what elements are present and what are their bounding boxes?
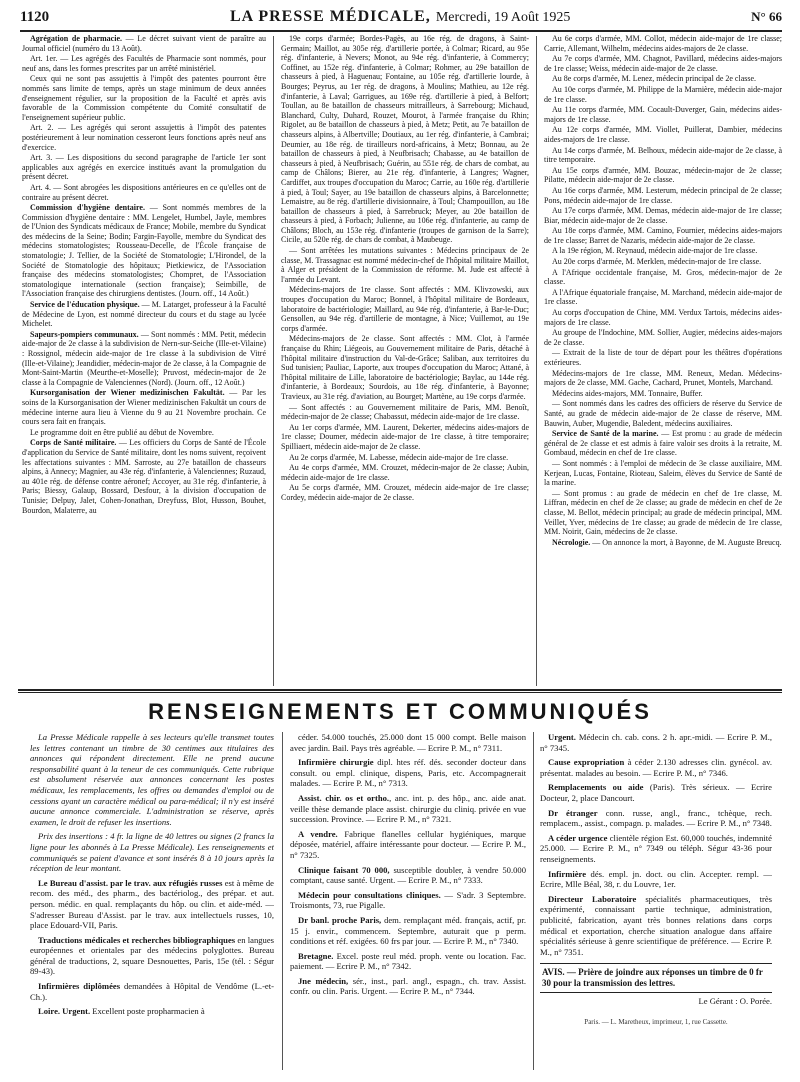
ad-text: dés. empl. jn. doct. ou clin. Accepter. rempl. — Ecrire, Mlle Béal, 38, r. du Louvre, 1er.	[540, 868, 772, 890]
ad-text: est à même de recom. des méd., des pharm., des bactériolog., des prépar. et aut. person. médic. en qual. remplaçants du hôp. ou clin. et aide-méd. — S'adresser Bureau d'Assist. par le trav. aux intellectuels russes, 10, place Edouard-VII, Paris.	[30, 877, 274, 931]
ad-text: Fabrique flanelles cellular hygiéniques, marque déposée, matériel, affaire intéressante pour docteur. — Ecrire P. M., n° 7325.	[290, 828, 526, 860]
classified-ad	[540, 732, 772, 753]
ad-lead: Traductions médicales et recherches bibliographiques	[38, 934, 236, 945]
column-3	[544, 34, 782, 689]
article-paragraph: Au corps d'occupation de Chine, MM. Verdux Tartois, médecins aides-majors de 1re classe.	[544, 308, 782, 327]
classified-ad	[540, 808, 772, 829]
classified-ad	[540, 833, 772, 865]
article-heading: Agrégation de pharmacie.	[30, 34, 122, 43]
article-paragraph: Au 10e corps d'armée, M. Philippe de la Marnière, médecin aide-major de 1re classe.	[544, 84, 782, 104]
article-paragraph: Art. 3. — Les dispositions du second paragraphe de l'article 1er sont applicables aux agrégés en exercice institués avant la promulgation du présent décret.	[22, 153, 266, 182]
article-paragraph: Au 12e corps d'armée, MM. Viollet, Puillerat, Dambier, médecins aides-majors de 1re classe.	[544, 125, 782, 144]
ad-lead: Clinique faisant 70 000,	[298, 864, 390, 875]
article-paragraph: Au 16e corps d'armée, MM. Lesterum, médecin principal de 2e classe; Pons, médecin aide-major de 1re classe.	[544, 185, 782, 205]
classified-ad: céder. 54.000 touchés, 25.000 dont 15 000 compt. Belle maison avec jardin. Bail. Pays très agréable. — Ecrire P. M., n° 7311.	[290, 732, 526, 753]
ad-text: à céder 2.130 adresses clin. gynécol. av. présentat. malades au besoin. — Ecrire P. M., n° 7346.	[540, 757, 772, 778]
article-paragraph: A l'Afrique équatoriale française, M. Marchand, médecin aide-major de 1re classe.	[544, 287, 782, 307]
ad-lead: Dr étranger	[548, 807, 598, 818]
ad-lead: Infirmière	[548, 868, 587, 879]
article-paragraph: Le programme doit en être publié au début de Novembre.	[30, 427, 214, 437]
article-paragraph: Au 17e corps d'armée, MM. Demas, médecin aide-major de 1re classe; Biar, médecin aide-major de 2e classe.	[544, 206, 782, 225]
article-paragraph: Au 18e corps d'armée, MM. Camino, Fournier, médecins aides-majors de 1re classe; Barret de Nazaris, médecin aide-major de 2e classe.	[544, 226, 782, 245]
ad-text: Médecin ch. cab. cons. 2 h. apr.-midi. — Ecrire P. M., n° 7345.	[540, 732, 772, 753]
article-paragraph: Au 15e corps d'armée, MM. Bouzac, médecin-major de 2e classe; Pilatte, médecin aide-major de 2e classe.	[544, 165, 782, 185]
article-paragraph	[544, 429, 782, 458]
article-text: — Par les soins de la Kursorganisation der Wiener medizinischen Fakultät un cours de médecine interne aura lieu à Vienne du 9 au 21 Novembre prochain. Ce cours sera fait en français.	[22, 388, 266, 427]
ad-text: susceptible doubler, à vendre 50.000 comptant, cause santé. Urgent. — Ecrire P. M., n° 7333.	[290, 864, 526, 886]
ad-lead: Infirmière chirurgie	[298, 757, 374, 768]
ad-text: dipl. htes réf. dés. seconder docteur dans consult. ou empl. clinique, dispens, Paris, etc. Accompagnerait malades. — Ecrire P. M., n° 7313.	[290, 757, 526, 789]
notice-paragraph: La Presse Médicale rappelle à ses lecteurs qu'elle transmet toutes les lettres contenant un timbre de 30 centimes aux titulaires des annonces qui répondent directement. Elle ne prend aucune responsabilité quant à la teneur de ces communiqués. Cette rubrique est absolument réservée aux annonces concernant les postes médicaux, les remplacements, les offres ou demandes d'emploi ou de cessions ayant un caractère médical ou para-médical; il n'y est inséré aucune annonce commerciale. L'administration se réserve, après examen, le droit de refuser les insertions.	[30, 732, 274, 827]
ad-lead: Cause expropriation	[548, 757, 625, 768]
article-paragraph: — Sont nommés dans les cadres des officiers de réserve du Service de Santé, au grade de médecin aide-major de 2e classe de réserve, MM. Bauwin, Auber, Mugendie, Baledent, médecins auxiliaires.	[544, 399, 782, 428]
ad-text: , anc. int. p. des hôp., anc. aide anat. veille thèse demande place assist. chirurgie du cliniq. privée en vue succession. Province. — Ecrire P. M., n° 7321.	[290, 792, 526, 825]
article-heading: Kursorganisation der Wiener medizinischen Fakultät.	[30, 388, 225, 398]
article-heading: Commission d'hygiène dentaire.	[30, 203, 145, 213]
issue-date: Mercredi, 19 Août 1925	[435, 10, 571, 25]
article-paragraph: Au 14e corps d'armée, M. Belhoux, médecin aide-major de 2e classe, à titre temporaire.	[544, 145, 782, 165]
article-text: — Les officiers du Corps de Santé de l'École d'application du Service de Santé militaire, dont les noms suivent, reçoivent les affectations suivantes : MM. Sarroste, au 27e bataillon de chasseurs alpins, à Annecy; Magnier, au 43e rég. d'infanterie, à Valenciennes; Ruzaud, au 401e rég. de défense contre aéronef; Accoyer, au 31e rég. d'infanterie, à Paris; Biessy, Galaup, Bossard, Desfour, à la division d'occupation de Tunisie; Delpuy, Jalet, Cohen-Jonathan, Dreyfuss, Blot, Husson, Bouhet, Bourdon, Malaterre, au	[22, 438, 266, 515]
classified-ad	[30, 878, 274, 931]
ad-text: Excel. poste reul méd. proph. vente ou location. Fac. paiement. — Ecrire P. M., n° 7342.	[290, 950, 526, 972]
ad-text: clientèle région Est. 60,000 touchés, indemnité 25.000. — Ecrire P. M., n° 7349 ou téléph. Ségur 43-36 pour renseignements.	[540, 832, 772, 864]
article-paragraph	[22, 34, 266, 53]
ad-text: en langues européennes et orientales par des médecins polyglottes. Bureau général de traductions, 2, square Desnouettes, Paris, 15e (tél. : Ségur 89-43).	[30, 934, 274, 977]
article-paragraph: Art. 4. — Sont abrogées les dispositions antérieures en ce qu'elles ont de contraire au présent décret.	[22, 182, 266, 202]
column-divider	[273, 36, 274, 686]
ad-lead: Bretagne.	[298, 950, 334, 961]
article-paragraph: — Sont affectés : au Gouvernement militaire de Paris, MM. Benoît, médecin-major de 2e classe; Chabassut, médecin aide-major de 1re classe.	[281, 402, 529, 422]
classified-ad	[30, 981, 274, 1002]
classified-ad	[290, 890, 526, 911]
classified-ad	[30, 1006, 274, 1017]
ad-text: sér., inst., parl. angl., espagn., ch. trav. Assist. confr. ou clin. Paris. Urgent. — Ecrire P. M., n° 7344.	[290, 975, 526, 997]
article-paragraph: Ceux qui ne sont pas assujettis à l'impôt des patentes pourront être nommés sans limite de temps, après un stage minimum de deux années d'enseignement régulier, sur la proposition de la Faculté et après avis favorable de la Commission compétente du Comité consultatif de l'enseignement supérieur public.	[22, 74, 266, 122]
ad-text: spécialités pharmaceutiques, très expérimenté, connaissant partie technique, administration, publicité, fabrication, ayant très bonnes relations dans corps médical et exportation, cherche situation analogue dans affaire spécialités sérieuse à genre scientifique de préférence. — Ecrire P. M., n° 7351.	[540, 893, 772, 957]
ad-text: demandées à Hôpital de Vendôme (L.-et-Ch.).	[30, 981, 274, 1002]
ad-lead: Infirmières diplômées	[38, 981, 121, 992]
article-paragraph: — Extrait de la liste de tour de départ pour les théâtres d'opérations extérieures.	[544, 348, 782, 367]
column-divider	[282, 732, 283, 1070]
journal-name: LA PRESSE MÉDICALE,	[229, 8, 431, 25]
article-paragraph	[22, 330, 266, 388]
article-text: — Est promu : au grade de médecin général de 2e classe et est admis à faire valoir ses droits à la retraite, M. Gombaud, médecin en chef de 1re classe.	[544, 429, 782, 458]
page-header	[20, 4, 782, 32]
ad-text: (Paris). Très sérieux. — Ecrire Docteur, 2, place Dancourt.	[540, 782, 772, 803]
classified-ad	[290, 757, 526, 789]
ads-column-3	[540, 732, 772, 1077]
page-number: 1120	[20, 8, 50, 25]
article-text: — On annonce la mort, à Bayonne, de M. Auguste Breucq.	[590, 537, 782, 547]
ad-text: — S'adr. 3 Septembre. Troismonts, 73, rue Pigalle.	[290, 889, 526, 911]
classified-ad	[540, 869, 772, 890]
ad-lead: Loire. Urgent.	[38, 1006, 91, 1017]
column-divider	[533, 732, 534, 1070]
section-rule	[18, 692, 782, 693]
article-text: — M. Latarget, professeur à la Faculté de Médecine de Lyon, est nommé directeur du cours et du stage au lycée Michelet.	[22, 300, 266, 329]
article-heading: Sapeurs-pompiers communaux.	[30, 329, 139, 339]
printer-imprint: Paris. — L. Maretheux, imprimeur, 1, rue Cassette.	[584, 1017, 728, 1026]
article-paragraph: A la 19e région, M. Reynaud, médecin aide-major de 1re classe.	[552, 246, 758, 256]
article-paragraph: Au 7e corps d'armée, MM. Chagnot, Pavillard, médecins aides-majors de 1re classe; Weiss, médecin aide-major de 2e classe.	[544, 54, 782, 73]
article-paragraph: — Sont nommés : à l'emploi de médecin de 3e classe auxiliaire, MM. Kerjean, Lucas, Fontaine, Rioteau, Saleim, élèves du Service de Santé de la marine.	[544, 458, 782, 488]
article-paragraph	[544, 538, 782, 548]
ad-lead: Le Bureau d'assist. par le trav. aux réfugiés russes	[38, 877, 223, 888]
article-paragraph	[22, 203, 266, 299]
article-heading: Corps de Santé militaire.	[30, 438, 117, 448]
section-banner: RENSEIGNEMENTS ET COMMUNIQUÉS	[148, 699, 652, 724]
article-paragraph: Au 4e corps d'armée, MM. Crouzet, médecin-major de 2e classe; Aubin, médecin aide-major de 1re classe.	[281, 463, 529, 482]
ads-column-2	[290, 732, 526, 1077]
article-paragraph: Médecins-majors de 1re classe. Sont affectés : MM. Klivzowski, aux troupes d'occupation du Maroc; Bonnel, à l'hôpital militaire de Bordeaux, laboratoire de bactériologie; Maillard, au 94e rég. d'infanterie, à Bar-le-Duc; Gensollen, au 94e rég. d'artillerie de montagne, à Nice; Vuillemot, au 19e corps d'armée.	[281, 285, 529, 333]
article-text: — Sont nommés : MM. Petit, médecin aide-major de 2e classe à la subdivision de Nern-sur-Seiche (Ille-et-Vilaine) : Rossignol, médecin aide-major de 1re classe à la subdivision de Vitré (Ille-et-Vilaine); Jeandidier, médecin-major de 2e classe, à la Compagnie de Mont-Saint-Martin (Meurthe-et-Moselle); Pruvost, médecin-major de 2e classe à la Compagnie de Valenciennes (Nord). (Journ. off., 12 Août.)	[22, 329, 266, 387]
ads-column-3-items	[540, 732, 772, 957]
article-paragraph: Au 1er corps d'armée, MM. Laurent, Dekerter, médecins aides-majors de 1re classe; Doumer, médecin aide-major de 1re classe, à titre temporaire; Spilliaert, médecin aide-major de 2e classe.	[281, 422, 529, 451]
classified-ad	[30, 935, 274, 977]
ad-lead: Jne médecin,	[298, 975, 349, 986]
issue-number: N° 66	[751, 9, 782, 24]
classified-ad	[290, 976, 526, 997]
article-paragraph	[22, 388, 266, 426]
notice-paragraph: Prix des insertions : 4 fr. la ligne de 40 lettres ou signes (2 francs la ligne pour les abonnés à La Presse Médicale). Les renseignements et communiqués se paient d'avance et sont insérés 8 à 10 jours après la réception de leur montant.	[30, 831, 274, 874]
article-paragraph: Au 5e corps d'armée, MM. Crouzet, médecin aide-major de 1re classe; Cordey, médecin aide-major de 2e classe.	[281, 483, 529, 502]
article-text: — Le décret suivant vient de paraître au Journal officiel (numéro du 13 Août).	[22, 34, 266, 53]
classified-ad	[290, 829, 526, 861]
article-heading: Service de Santé de la marine.	[552, 429, 659, 439]
article-paragraph: 19e corps d'armée; Bordes-Pagès, au 16e rég. de dragons, à Saint-Germain; Maillot, au 305e rég. d'artillerie portée, à Colmar; Ricard, au 95e rég. d'infanterie, à Nevers; Monot, au 94e rég. d'infanterie, à Commercy; Coffinet, au 152e rég. d'infanterie, à Colmar; Rohmer, au 29e bataillon de chasseurs à pied, à Haguenau; Fontaine, au 105e rég. d'artillerie lourde, à Bourges; Peyrus, au 1er rég. de dragons, à Moulins; Mathieu, au 12e rég. d'infanterie, à Laval; Garrigues, au 169e rég. d'artillerie à pied, à Belfort; Toullan, au 8e bataillon de chasseurs mitrailleurs, à Sarrebourg; Michaud, Blanchard, Culty, Duhard, Rouzet, Mourot, à l'armée française du Rhin; Rigolet, au 8e bataillon de chasseurs à pied, à Metz; Petit, au 7e bataillon de chasseurs alpins, à Albertville; Doutiaux, au 1er rég. d'infanterie, à Cambrai; Deumier, au 18e rég. de tirailleurs nord-africains, à Metz; Bonnau, au 2e bataillon de chasseurs à pied, à Neufbrisach; Chabasse, au 4e bataillon de chasseurs à pied, à Neufbrisach; Guérin, au 551e rég. de chars de combat, au camp de Châlons; Bierer, au 21e rég. d'infanterie, à Langres; Wagner, Cardiffet, aux troupes d'occupation du Maroc; Carrie, au 160e rég. d'artillerie à pied, à Toul; Sayer, au 19e bataillon de chasseurs alpins, à Barcelonnette; Lemaistre, au 8e rég. d'artillerie divisionnaire, à Toul; Champouillon, au 18e bataillon de chasseurs à pied, à Sarrebruck; Meyer, au 20e bataillon de chasseurs à pied, à Forbach; Julienne, au 106e rég. d'infanterie, au camp de Châlons; Bloch, au 153e rég. d'infanterie (troupes de garnison de la Sarre); Cicile, au 520e rég. de chars de combat, à Maubeuge.	[281, 34, 529, 245]
ad-lead: A céder urgence	[548, 832, 608, 843]
article-paragraph: — Sont promus : au grade de médecin en chef de 1re classe, M. Liffran, médecin en chef de 2e classe; au grade de médecin en chef de 2e classe, M. Bellot, médecin principal; au grade de médecin principal, MM. Veillet, Yver, médecins de 1re classe; au grade de médecin de 1re classe, MM. Noirit, Gain, médecins de 2e classe.	[544, 488, 782, 537]
ad-lead: Assist. chir. os et ortho.	[298, 792, 390, 803]
article-paragraph	[22, 300, 266, 329]
section-rule	[18, 689, 782, 691]
article-heading: Nécrologie.	[552, 537, 591, 547]
ad-lead: Remplacements ou aide	[548, 782, 644, 793]
ad-text: dem. remplaçant méd. français, actif, pr. 15 j. envir., commencem. Septembre, auturait que p perm. conditions et réf. exigées. 60 frs par jour. — Ecrire P. M., n° 7340.	[290, 914, 526, 947]
article-text: — Sont nommés membres de la Commission d'hygiène dentaire : MM. Lengelet, Humbel, Jayle, membres de l'Union des Syndicats médicaux de France; Mobile, membre du Syndicat des médecins de la Seine; Bodin; Fargin-Fayolle, membre du Syndicat des médecins stomatologistes; Rousseau-Decelle, de l'École française de stomatologie; J. Tellier, de la Société de Stomatologie; L'Hirondel, de la Société de Stomatologie des hôpitaux; Pietkiewicz, de l'Association française des médecins stomatologistes; Chompret, de l'Association stomatologique internationale (section française); Seimbille, de l'Association française des chirurgiens dentistes. (Journ. off., 14 Août.)	[22, 203, 266, 299]
classified-ad	[290, 793, 526, 825]
ad-text: Excellent poste propharmacien à	[90, 1006, 205, 1017]
article-paragraph: A l'Afrique occidentale française, M. Gros, médecin-major de 2e classe.	[544, 267, 782, 287]
article-paragraph: Au 8e corps d'armée, M. Lenez, médecin principal de 2e classe.	[552, 74, 757, 84]
article-paragraph: Au 20e corps d'armée, M. Merklen, médecin-major de 1re classe.	[552, 257, 762, 267]
classified-ad	[290, 951, 526, 972]
article-paragraph: Art. 2. — Les agrégés qui seront assujettis à l'impôt des patentes postérieurement à leur nomination cesseront leurs fonctions après neuf ans d'exercice.	[22, 123, 266, 152]
column-1	[22, 34, 266, 689]
article-paragraph	[22, 438, 266, 515]
column-2	[281, 34, 529, 689]
article-paragraph: Médecins aides-majors, MM. Tonnaire, Buffer.	[552, 388, 703, 398]
ad-lead: Urgent.	[548, 732, 576, 742]
article-paragraph: Art. 1er. — Les agrégés des Facultés de Pharmacie sont nommés, pour neuf ans, dans les formes prescrites par un arrêté ministériel.	[22, 54, 266, 73]
ads-column-1	[30, 732, 274, 1077]
classified-ad	[290, 865, 526, 886]
article-paragraph: Médecins-majors de 2e classe. Sont affectés : MM. Clot, à l'armée française du Rhin; Liégeois, au Gouvernement militaire de Paris, détaché à l'hôpital militaire d'instruction du Val-de-Grâce; Saliban, aux territoires du Sud tunisien; Pauliac, Laporte, aux troupes d'occupation du Maroc; Attané, à l'hôpital militaire de Lille, laboratoire de bactériologie; Baylac, au 144e rég. d'infanterie, à Bordeaux; Sourdois, au 18e rég. d'infanterie, à Bayonne; Travieux, au 31e rég. d'aviation, au Bourget; Martène, au 19e corps d'armée.	[281, 334, 529, 401]
article-paragraph: Au 6e corps d'armée, MM. Collot, médecin aide-major de 1re classe; Carrie, Allemant, Wilhelm, médecins aides-majors de 2e classe.	[544, 34, 782, 53]
avis-notice: AVIS. — Prière de joindre aux réponses un timbre de 0 fr 30 pour la transmission des lettres.	[540, 963, 772, 993]
article-paragraph: Au 11e corps d'armée, MM. Cocault-Duverger, Gain, médecins aides-majors de 1re classe.	[544, 105, 782, 124]
column-divider	[536, 36, 537, 686]
journal-title	[230, 8, 570, 26]
article-paragraph: Médecins-majors de 1re classe, MM. Reneux, Medan. Médecins-majors de 2e classe, MM. Gache, Cachard, Prunet, Montels, Marchand.	[544, 368, 782, 388]
article-paragraph: — Sont arrêtées les mutations suivantes : Médecins principaux de 2e classe, M. Trassagnac est nommé médecin-chef de l'hôpital militaire Maillot, à Alger et président de la Commission de réforme. M. Jude est affecté à l'armée du Levant.	[281, 246, 529, 284]
classified-ad	[540, 757, 772, 778]
article-heading: Service de l'éducation physique.	[30, 300, 140, 310]
ad-text: conn. russe, angl., franc., tchèque, rech. remplacem., assist., compagn. p. malades. — Ecrire P. M., n° 7348.	[540, 807, 772, 829]
classified-ad	[540, 894, 772, 958]
ad-lead: Dr banl. proche Paris,	[298, 914, 382, 925]
article-paragraph: Au 2e corps d'armée, M. Labesse, médecin aide-major de 1re classe.	[289, 452, 509, 462]
gerant-signature: Le Gérant : O. Porée.	[698, 996, 772, 1007]
ad-lead: Médecin pour consultations cliniques.	[298, 889, 441, 900]
ad-lead: A vendre.	[298, 828, 338, 839]
ad-lead: Directeur Laboratoire	[548, 893, 637, 904]
classified-ad	[290, 915, 526, 947]
article-paragraph: Au groupe de l'Indochine, MM. Sollier, Augier, médecins aides-majors de 2e classe.	[544, 328, 782, 347]
classified-ad	[540, 782, 772, 803]
